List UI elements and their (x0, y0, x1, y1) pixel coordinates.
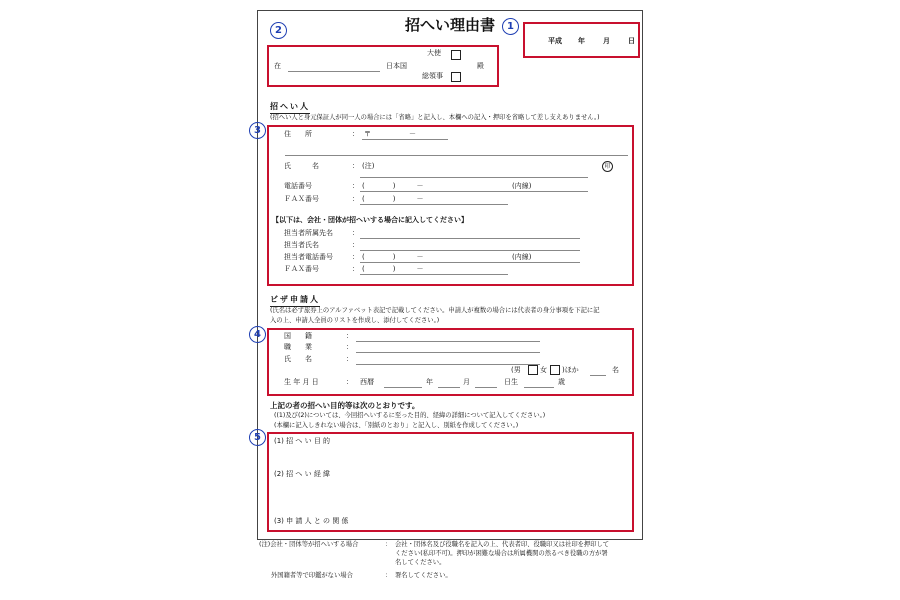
callout-2: 2 (270, 22, 287, 39)
others-count-line[interactable] (590, 375, 606, 376)
person-fax-line[interactable] (360, 274, 508, 275)
person-phone-colon: ： (352, 253, 359, 261)
fax-label: ＦＡＸ番号 (284, 195, 319, 203)
addressee-suffix: 殿 (477, 62, 484, 70)
seal-mark: 印 (602, 161, 613, 172)
addressee-prefix: 在 (274, 62, 281, 70)
purpose-note-2: (本欄に記入しきれない場合は、「別紙のとおり」と記入し、別紙を作成してください。) (274, 422, 519, 429)
birth-born: 日生 (504, 378, 518, 386)
inviter-header: 招へい人 (270, 101, 310, 114)
address-line[interactable] (285, 155, 628, 156)
address-label: 住 所 (284, 130, 312, 138)
applicant-header: ビザ申請人 (270, 294, 320, 307)
org-note: 【以下は、会社・団体が招へいする場合に記入してください】 (272, 216, 468, 224)
postal-line[interactable] (362, 139, 448, 140)
birth-year-line[interactable] (384, 387, 422, 388)
date-era: 平成 (548, 37, 562, 45)
footnote-1-line-3: 名してください。 (395, 559, 446, 566)
persons-label: 名 (612, 366, 619, 374)
inviter-name-line[interactable] (360, 177, 588, 178)
footnote-1-colon: ： (385, 541, 392, 548)
applicant-name-colon: ： (346, 355, 353, 363)
dept-label: 担当者所属先名 (284, 229, 333, 237)
purpose-item-1: (1) 招 へ い 目 的 (274, 437, 331, 445)
others-label: )ほか (562, 366, 579, 374)
ambassador-label: 大使 (427, 49, 441, 57)
nationality-colon: ： (346, 332, 353, 340)
addressee-country-line[interactable] (288, 71, 380, 72)
addressee-highlight-box (267, 45, 499, 87)
nationality-line[interactable] (356, 341, 540, 342)
birth-month-line[interactable] (438, 387, 460, 388)
footnote-2-label: 外国籍者等で印鑑がない場合 (271, 572, 353, 579)
phone-value: ( ) － (362, 182, 424, 190)
person-fax-label: ＦＡＸ番号 (284, 265, 319, 273)
occupation-colon: ： (346, 343, 353, 351)
footnote-1-label: (注)会社・団体等が招へいする場合 (259, 541, 359, 548)
phone-ext: (内線) (512, 182, 532, 190)
applicant-name-line[interactable] (356, 364, 540, 365)
postal-dash: － (409, 130, 416, 138)
male-checkbox[interactable] (528, 365, 538, 375)
date-year: 年 (578, 37, 585, 45)
person-fax-colon: ： (352, 265, 359, 273)
birth-year: 年 (426, 378, 433, 386)
callout-1: 1 (502, 18, 519, 35)
inviter-name-label: 氏 名 (284, 162, 319, 170)
purpose-heading: 上記の者の招へい目的等は次のとおりです。 (270, 401, 420, 410)
postal-mark: 〒 (364, 130, 371, 138)
female-label: 女 (540, 366, 547, 374)
fax-line[interactable] (360, 204, 508, 205)
applicant-note-1: (氏名は必ず旅券上のアルファベット表記で記載してください。申請人が複数の場合には代表者の身分事項を下記に記 (270, 307, 600, 314)
consul-general-label: 総領事 (422, 72, 443, 80)
occupation-line[interactable] (356, 352, 540, 353)
consul-general-checkbox[interactable] (451, 72, 461, 82)
address-colon: ： (352, 130, 359, 138)
inviter-name-colon: ： (352, 162, 359, 170)
birth-label: 生 年 月 日 (284, 378, 319, 386)
person-label: 担当者氏名 (284, 241, 319, 249)
purpose-item-2: (2) 招 へ い 経 緯 (274, 470, 331, 478)
female-checkbox[interactable] (550, 365, 560, 375)
phone-line[interactable] (360, 191, 588, 192)
purpose-note-1: ((1)及び(2)については、今回招へいするに至った目的、経緯の詳細について記入してください。) (274, 412, 546, 419)
footnote-2-colon: ： (385, 572, 392, 579)
person-colon: ： (352, 241, 359, 249)
person-phone-value: ( ) － (362, 253, 424, 261)
age-label: 歳 (558, 378, 565, 386)
person-fax-value: ( ) － (362, 265, 424, 273)
phone-label: 電話番号 (284, 182, 312, 190)
person-phone-label: 担当者電話番号 (284, 253, 333, 261)
person-phone-ext: (内線) (512, 253, 532, 261)
birth-month: 月 (463, 378, 470, 386)
age-line[interactable] (524, 387, 554, 388)
fax-value: ( ) － (362, 195, 424, 203)
addressee-country: 日本国 (386, 62, 407, 70)
applicant-note-2: 入の上、申請人全員のリストを作成し、添付してください。) (270, 317, 440, 324)
ambassador-checkbox[interactable] (451, 50, 461, 60)
occupation-label: 職 業 (284, 343, 312, 351)
person-phone-line[interactable] (360, 262, 580, 263)
person-line[interactable] (360, 250, 580, 251)
phone-colon: ： (352, 182, 359, 190)
dept-line[interactable] (360, 238, 580, 239)
nationality-label: 国 籍 (284, 332, 312, 340)
inviter-name-note: (注) (362, 162, 375, 170)
fax-colon: ： (352, 195, 359, 203)
inviter-note: (招へい人と身元保証人が同一人の場合には「省略」と記入し、本欄への記入・押印を省略して差し支えありません。) (270, 114, 600, 121)
birth-day-line[interactable] (475, 387, 497, 388)
applicant-highlight-box (267, 328, 634, 396)
callout-4: 4 (249, 326, 266, 343)
footnote-1-line-1: 会社・団体名及び役職名を記入の上、代表者印、役職印又は社印を押印して (395, 541, 610, 548)
date-day: 日 (628, 37, 635, 45)
dept-colon: ： (352, 229, 359, 237)
applicant-name-label: 氏 名 (284, 355, 312, 363)
callout-5: 5 (249, 429, 266, 446)
male-label: (男 (511, 366, 521, 374)
footnote-2-text: 署名してください。 (395, 572, 452, 579)
birth-era: 西暦 (360, 378, 374, 386)
purpose-item-3: (3) 申 請 人 と の 関 係 (274, 517, 349, 525)
callout-3: 3 (249, 122, 266, 139)
date-month: 月 (603, 37, 610, 45)
footnote-1-line-2: ください(私印不可)。押印が困難な場合は所属機関の然るべき役職の方が署 (395, 550, 608, 557)
birth-colon: ： (346, 378, 353, 386)
document-title: 招へい理由書 (405, 16, 496, 34)
